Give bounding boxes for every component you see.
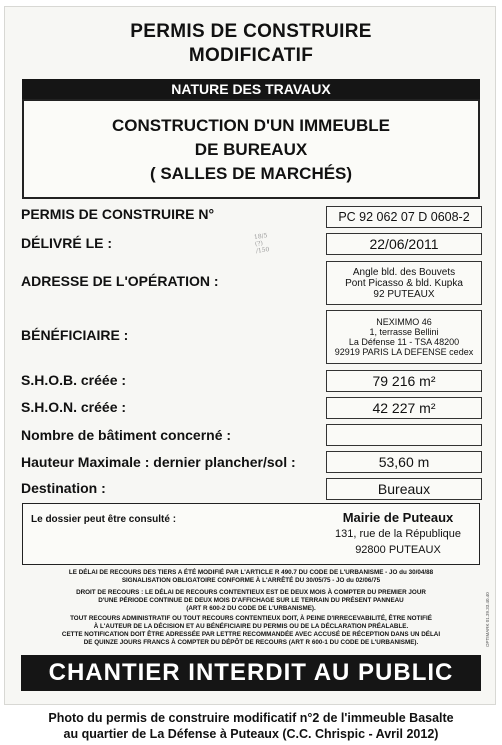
legal-line: TOUT RECOURS ADMINISTRATIF OU TOUT RECOURS CONTENTIEUX DOIT, À PEINE D'IRRECEVABILITÉ, ÊTRE NOTIFIÉ <box>70 615 432 622</box>
side-print: OPTIMARK 01.39.33.40.40 <box>485 592 490 647</box>
beneficiaire-line2: 1, terrasse Bellini <box>369 327 439 337</box>
batiment-value-box <box>326 424 482 446</box>
consultation-line3: 92800 PUTEAUX <box>355 544 441 556</box>
shon-value: 42 227 m² <box>372 400 436 416</box>
permis-label: PERMIS DE CONSTRUIRE N° <box>21 206 215 222</box>
sign-title-line1: PERMIS DE CONSTRUIRE <box>130 21 372 42</box>
adresse-line3: 92 PUTEAUX <box>373 288 435 300</box>
beneficiaire-line1: NEXIMMO 46 <box>376 317 432 327</box>
beneficiaire-line3: La Défense 11 - TSA 48200 <box>348 337 460 347</box>
hauteur-value-box <box>326 451 482 473</box>
legal-line: D'UNE PÉRIODE CONTINUE DE DEUX MOIS D'AFFICHAGE SUR LE TERRAIN DU PRÉSENT PANNEAU <box>98 597 404 604</box>
consultation-line2: 131, rue de la République <box>335 528 461 540</box>
shob-label: S.H.O.B. créée : <box>21 372 127 388</box>
adresse-value-box <box>326 261 482 305</box>
beneficiaire-line4: 92919 PARIS LA DEFENSE cedex <box>334 347 474 357</box>
consultation-label: Le dossier peut être consulté : <box>31 514 177 525</box>
consultation-line1: Mairie de Puteaux <box>342 510 454 525</box>
shob-value: 79 216 m² <box>372 373 436 389</box>
nature-header-bar: NATURE DES TRAVAUX <box>22 79 480 99</box>
adresse-line1: Angle bld. des Bouvets <box>352 266 456 278</box>
legal-line: (ART R 600-2 DU CODE DE L'URBANISME). <box>186 605 316 612</box>
legal-line: CETTE NOTIFICATION DOIT ÊTRE ADRESSÉE PAR LETTRE RECOMMANDÉE AVEC ACCUSÉ DE RÉCEPTION DANS UN DÉLAI <box>61 631 441 638</box>
permit-sign <box>4 6 496 705</box>
destination-value-box <box>326 478 482 500</box>
consultation-frame <box>22 503 480 565</box>
pencil-annotation: 18/5 (?) /150 <box>253 232 270 255</box>
permis-value-box <box>326 206 482 228</box>
permis-value: PC 92 062 07 D 0608-2 <box>338 210 470 224</box>
chantier-banner: CHANTIER INTERDIT AU PUBLIC <box>21 655 481 691</box>
beneficiaire-value-box <box>326 310 482 364</box>
nature-line3: ( SALLES DE MARCHÉS) <box>149 164 353 183</box>
delivre-label: DÉLIVRÉ LE : <box>21 235 113 251</box>
shon-label: S.H.O.N. créée : <box>21 399 127 415</box>
adresse-label: ADRESSE DE L'OPÉRATION : <box>21 273 219 289</box>
delivre-value: 22/06/2011 <box>369 236 439 252</box>
legal-line: À L'AUTEUR DE LA DÉCISION ET AU BÉNÉFICIAIRE DU PERMIS OU DE LA DÉCLARATION PRÉALABLE. <box>93 623 409 630</box>
batiment-label: Nombre de bâtiment concerné : <box>21 427 232 443</box>
delivre-value-box <box>326 233 482 255</box>
legal-line: SIGNALISATION OBLIGATOIRE CONFORME À L'ARRÊTÉ DU 30/05/75 - JO du 02/06/75 <box>121 577 381 584</box>
sign-title-line2: MODIFICATIF <box>188 45 314 66</box>
nature-line1: CONSTRUCTION D'UN IMMEUBLE <box>112 116 390 135</box>
photo-caption-line1: Photo du permis de construire modificatif n°2 de l'immeuble Basalte <box>48 711 454 725</box>
photo-caption-line2: au quartier de La Défense à Puteaux (C.C. Chrispic - Avril 2012) <box>63 727 439 741</box>
adresse-line2: Pont Picasso & bld. Kupka <box>345 277 463 289</box>
legal-line: DROIT DE RECOURS : LE DÉLAI DE RECOURS CONTENTIEUX EST DE DEUX MOIS À COMPTER DU PREMIER JOUR <box>76 589 426 596</box>
beneficiaire-label: BÉNÉFICIAIRE : <box>21 327 129 343</box>
legal-line: DE QUINZE JOURS FRANCS À COMPTER DU DÉPÔT DE RECOURS (ART R 600-1 DU CODE DE L'URBANISME). <box>83 639 419 646</box>
destination-value: Bureaux <box>377 481 431 497</box>
nature-line2: DE BUREAUX <box>194 140 308 159</box>
shon-value-box <box>326 397 482 419</box>
hauteur-value: 53,60 m <box>378 454 430 470</box>
destination-label: Destination : <box>21 480 106 496</box>
legal-line: LE DÉLAI DE RECOURS DES TIERS A ÉTÉ MODIFIÉ PAR L'ARTICLE R 490.7 DU CODE DE L'URBANISME - JO du 30/04/88 <box>68 569 434 576</box>
shob-value-box <box>326 370 482 392</box>
hauteur-label: Hauteur Maximale : dernier plancher/sol : <box>21 454 296 470</box>
nature-frame <box>22 99 480 199</box>
